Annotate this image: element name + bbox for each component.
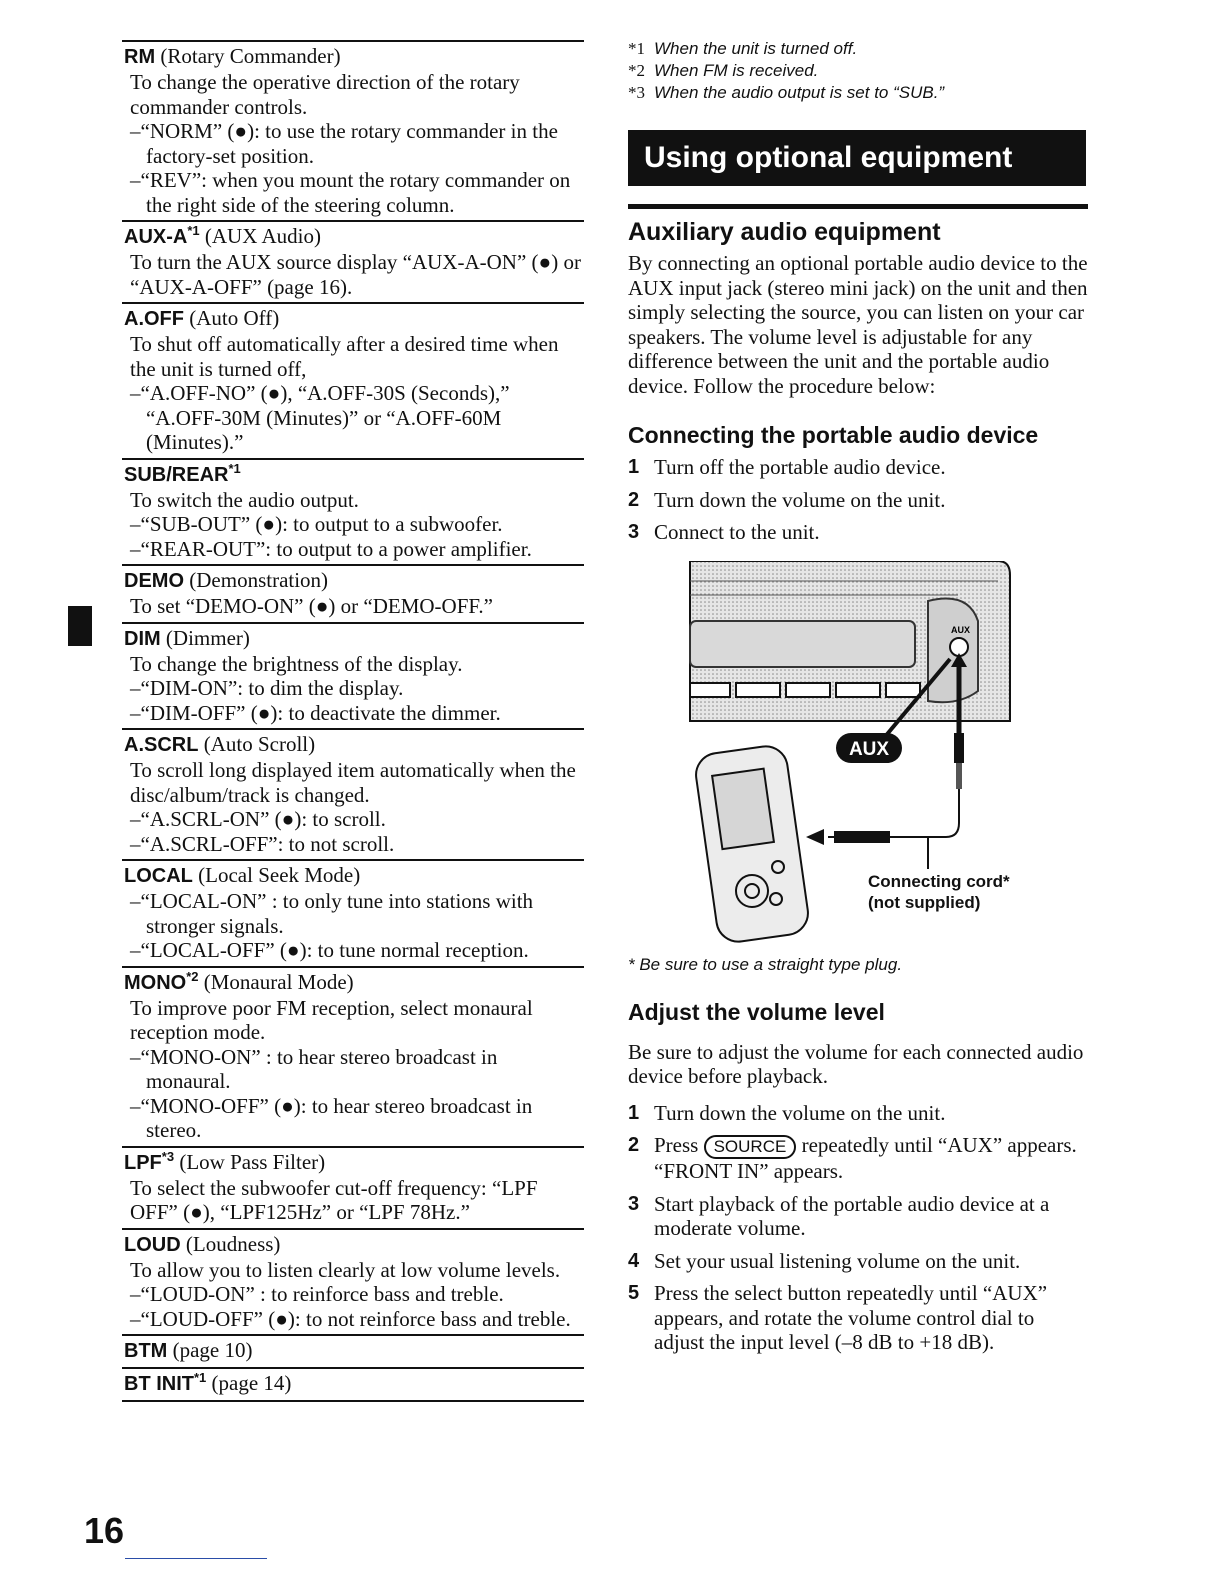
adjust-heading: Adjust the volume level — [628, 998, 885, 1025]
menu-entry — [122, 302, 584, 458]
menu-entry — [122, 622, 584, 729]
car-unit-illustration — [690, 561, 1010, 721]
entry-subtitle: (Demonstration) — [189, 568, 329, 592]
aux-badge-label: AUX — [848, 738, 890, 760]
entry-subtitle: (Rotary Commander) — [160, 44, 341, 68]
step-item: 3 Connect to the unit. — [628, 520, 820, 544]
note-item: *3 When the audio output is set to “SUB.” — [628, 83, 945, 102]
entry-subtitle: (page 14) — [211, 1371, 292, 1395]
entry-description: To select the subwoofer cut-off frequency: “LPF OFF” (●), “LPF125Hz” or “LPF 78Hz.” — [130, 1175, 538, 1224]
entry-option: –“MONO-ON” : to hear stereo broadcast in monaural. — [130, 1044, 498, 1093]
entry-term: A.SCRL — [124, 734, 199, 756]
entry-option: –“SUB-OUT” (●): to output to a subwoofer. — [130, 512, 503, 536]
entry-description: To set “DEMO-ON” (●) or “DEMO-OFF.” — [130, 594, 493, 618]
entry-option: –“A.SCRL-ON” (●): to scroll. — [130, 807, 386, 831]
entry-term: LPF — [124, 1151, 162, 1174]
entry-subtitle: (Auto Scroll) — [203, 732, 316, 756]
entry-description: To change the brightness of the display. — [130, 651, 463, 676]
section-title-banner: Using optional equipment — [628, 130, 1086, 186]
connect-heading: Connecting the portable audio device — [628, 422, 1039, 448]
menu-entry — [122, 458, 584, 565]
step-item: 4 Set your usual listening volume on the unit. — [628, 1248, 1021, 1273]
adjust-steps — [628, 1101, 1088, 1355]
entry-term: DEMO — [124, 570, 184, 592]
step-item: 1 Turn off the portable audio device. — [628, 455, 946, 479]
menu-settings-list — [122, 40, 584, 1402]
entry-option: –“REV”: when you mount the rotary commander on the right side of the steering column. — [130, 168, 571, 217]
footnote-ref: *1 — [194, 1370, 207, 1385]
entry-option: –“LOUD-ON” : to reinforce bass and treble. — [130, 1282, 504, 1306]
entry-option: –“A.OFF-NO” (●), “A.OFF-30S (Seconds),” “A.OFF-30M (Minutes)” or “A.OFF-60M (Minutes).” — [130, 381, 510, 454]
menu-entry — [122, 564, 584, 622]
entry-option: –“LOUD-OFF” (●): to not reinforce bass and treble. — [130, 1306, 571, 1331]
entry-description: To scroll long displayed item automatically when the disc/album/track is changed. — [130, 758, 576, 807]
entry-heading — [122, 1232, 584, 1258]
entry-option: –“DIM-ON”: to dim the display. — [130, 676, 404, 700]
entry-option: –“LOCAL-ON” : to only tune into stations with stronger signals. — [130, 889, 534, 938]
entry-subtitle: (Local Seek Mode) — [198, 863, 361, 887]
menu-entry — [122, 966, 584, 1146]
entry-term: DIM — [124, 627, 161, 650]
aux-intro: By connecting an optional portable audio device to the AUX input jack (stereo mini jack) on the unit and then simply selecting the source, you can listen on your car speakers. The volume level is adjustable for any difference between the unit and the portable audio device. Follow the procedure below: — [628, 251, 1088, 398]
step-item: 2 Turn down the volume on the unit. — [628, 487, 946, 512]
entry-subtitle: (Loudness) — [185, 1231, 281, 1256]
adjust-intro: Be sure to adjust the volume for each connected audio device before playback. — [628, 1039, 1084, 1088]
footnote-ref: *3 — [161, 1148, 175, 1164]
step-item: 1 Turn down the volume on the unit. — [628, 1100, 946, 1125]
entry-heading — [122, 224, 584, 250]
entry-description: To allow you to listen clearly at low volume levels. — [130, 1257, 561, 1282]
entry-term: A.OFF — [124, 308, 184, 330]
source-key-icon: SOURCE — [704, 1135, 797, 1159]
entry-heading — [122, 1371, 584, 1397]
entry-subtitle: (Auto Off) — [189, 306, 280, 330]
entry-term: MONO — [124, 971, 187, 994]
entry-heading — [122, 970, 584, 996]
cord-label: Connecting cord* (not supplied) — [868, 871, 1010, 912]
aux-connection-illustration — [628, 561, 1088, 951]
entry-term: RM — [124, 46, 156, 68]
footnote-ref: *2 — [186, 968, 199, 984]
menu-entry — [122, 220, 584, 302]
entry-description: To improve poor FM reception, select monaural reception mode. — [130, 995, 533, 1044]
heading-rule — [628, 204, 1088, 209]
entry-option: –“REAR-OUT”: to output to a power amplifier. — [130, 536, 532, 561]
entry-option: –“MONO-OFF” (●): to hear stereo broadcast in stereo. — [130, 1093, 533, 1142]
menu-entry — [122, 1334, 584, 1367]
page-number: 16 — [84, 1510, 125, 1551]
menu-entry — [122, 1146, 584, 1228]
entry-heading — [122, 863, 584, 889]
entry-heading — [122, 44, 584, 70]
entry-subtitle: (Dimmer) — [165, 625, 250, 650]
entry-description: To shut off automatically after a desired time when the unit is turned off, — [130, 332, 559, 381]
note-item: *1 When the unit is turned off. — [628, 39, 858, 58]
menu-entry — [122, 1228, 584, 1335]
entry-subtitle: (Monaural Mode) — [203, 969, 354, 994]
entry-heading — [122, 462, 584, 488]
entry-subtitle: (Low Pass Filter) — [179, 1149, 326, 1174]
step-item: 2 Press SOURCE repeatedly until “AUX” appears. “FRONT IN” appears. — [628, 1133, 1077, 1183]
entry-heading — [122, 1338, 584, 1364]
step-item: 3 Start playback of the portable audio device at a moderate volume. — [628, 1191, 1050, 1240]
entry-subtitle: (AUX Audio) — [204, 224, 321, 248]
entry-description: To turn the AUX source display “AUX-A-ON” (●) or “AUX-A-OFF” (page 16). — [130, 250, 581, 299]
arrow-left-icon — [806, 829, 824, 845]
footnote-ref: *1 — [228, 460, 241, 476]
entry-description: To change the operative direction of the rotary commander controls. — [130, 70, 520, 119]
entry-term: LOUD — [124, 1233, 181, 1256]
entry-term: AUX-A — [124, 226, 188, 248]
entry-heading — [122, 1150, 584, 1176]
entry-option: –“NORM” (●): to use the rotary commander in the factory-set position. — [130, 119, 558, 168]
entry-heading — [122, 568, 584, 594]
entry-heading — [122, 626, 584, 652]
menu-entry — [122, 859, 584, 966]
plug-icon — [954, 733, 964, 763]
entry-term: SUB/REAR — [124, 463, 229, 486]
portable-player-illustration — [693, 743, 811, 944]
entry-option: –“A.SCRL-OFF”: to not scroll. — [130, 831, 395, 856]
note-item: *2 When FM is received. — [628, 61, 819, 80]
entry-term: BTM — [124, 1340, 168, 1362]
aux-heading: Auxiliary audio equipment — [628, 218, 941, 246]
entry-option: –“DIM-OFF” (●): to deactivate the dimmer. — [130, 700, 501, 725]
entry-term: LOCAL — [124, 865, 193, 887]
aux-connection-figure — [628, 561, 1088, 951]
entry-option: –“LOCAL-OFF” (●): to tune normal reception. — [130, 938, 529, 962]
footnote-list — [628, 38, 1088, 104]
entry-heading — [122, 732, 584, 758]
entry-subtitle: (page 10) — [172, 1338, 253, 1362]
section-tab-marker — [68, 606, 92, 646]
optional-equipment-column — [628, 38, 1088, 1363]
menu-entry — [122, 40, 584, 220]
step-item: 5 Press the select button repeatedly until “AUX” appears, and rotate the volume control dial to adjust the input level (–8 dB to +18 dB). — [628, 1281, 1048, 1354]
plug-footnote: * Be sure to use a straight type plug. — [628, 954, 903, 974]
footer-rule — [125, 1558, 267, 1559]
entry-description: To switch the audio output. — [130, 487, 359, 512]
jack-label: AUX — [951, 624, 971, 635]
menu-entry — [122, 728, 584, 859]
menu-entries — [122, 40, 584, 1402]
connect-steps — [628, 455, 1088, 545]
menu-entry — [122, 1367, 584, 1402]
entry-term: BT INIT — [124, 1373, 194, 1395]
entry-heading — [122, 306, 584, 332]
footnote-ref: *1 — [187, 223, 200, 238]
